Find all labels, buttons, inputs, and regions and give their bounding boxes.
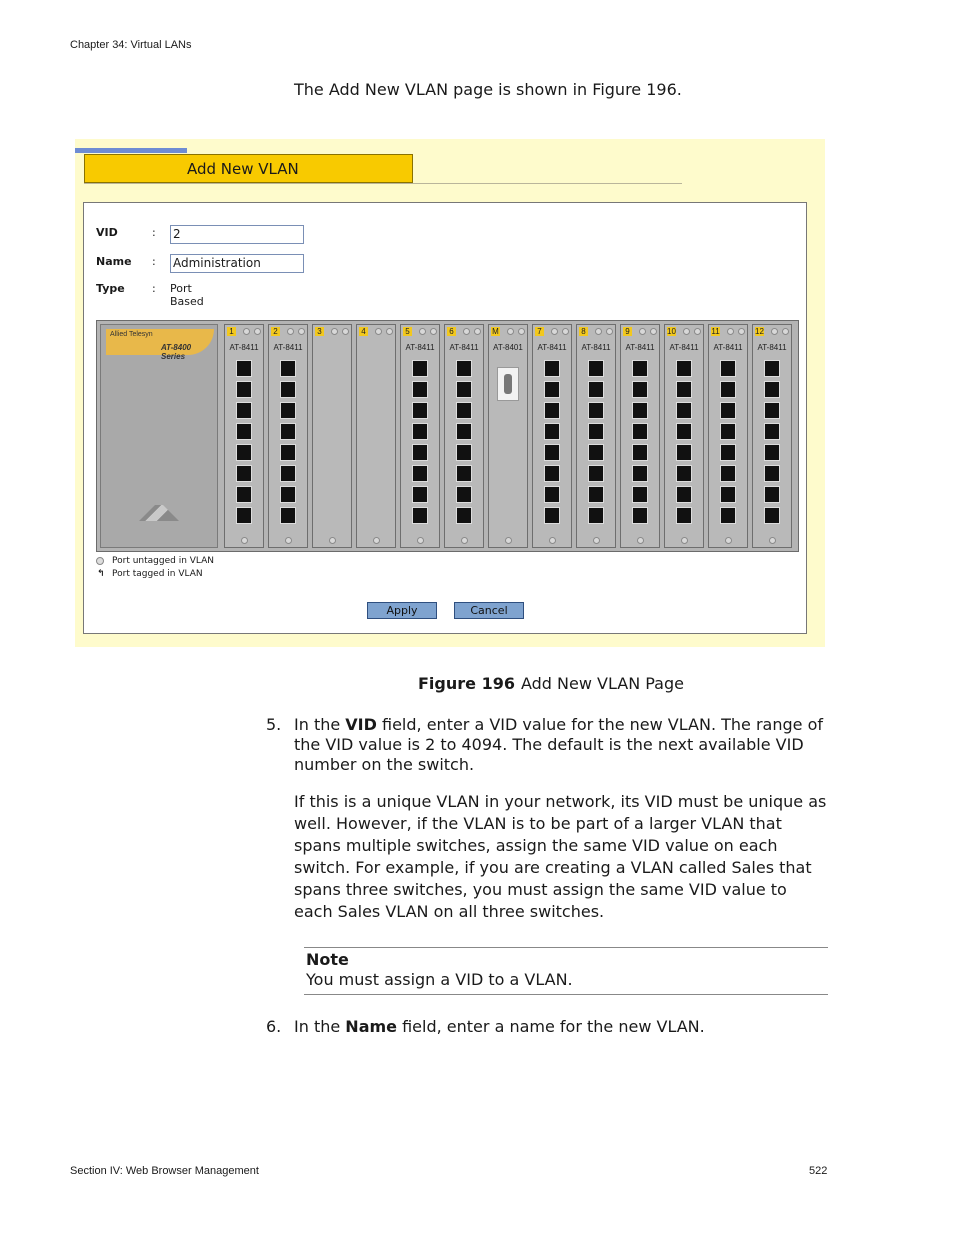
screw-icon [419,328,426,335]
screw-icon [518,328,525,335]
page-tab: Add New VLAN [84,154,413,183]
ethernet-port-icon[interactable] [720,423,736,440]
chassis-slot[interactable] [620,324,660,548]
chassis-slot[interactable] [664,324,704,548]
screw-icon [254,328,261,335]
step-bold: VID [345,715,377,734]
ethernet-port-icon[interactable] [632,486,648,503]
ethernet-port-icon[interactable] [588,402,604,419]
screw-icon [681,537,688,544]
screw-icon [329,537,336,544]
note-heading: Note [306,950,349,969]
ethernet-port-icon[interactable] [544,507,560,524]
screw-icon [386,328,393,335]
caption-label: Figure 196 [418,674,515,693]
port-column [676,360,694,528]
ethernet-port-icon[interactable] [720,381,736,398]
ethernet-port-icon[interactable] [544,381,560,398]
ethernet-port-icon[interactable] [632,444,648,461]
caption-title: Add New VLAN Page [520,674,684,693]
note-box [304,947,828,995]
ethernet-port-icon[interactable] [632,360,648,377]
chassis-slot[interactable] [356,324,396,548]
screw-icon [782,328,789,335]
type-colon: : [152,282,156,295]
name-input[interactable]: Administration [170,254,304,273]
untagged-swatch-icon [96,557,104,565]
name-label: Name [96,255,132,268]
type-value: Port Based [170,282,204,308]
ethernet-port-icon[interactable] [544,486,560,503]
port-column [280,360,298,528]
ethernet-port-icon[interactable] [544,465,560,482]
ethernet-port-icon[interactable] [632,402,648,419]
ethernet-port-icon[interactable] [676,465,692,482]
slot-model: AT-8411 [669,343,699,352]
slot-model: AT-8401 [493,343,523,352]
ethernet-port-icon[interactable] [720,486,736,503]
chassis-slot[interactable] [576,324,616,548]
port-column [412,360,430,528]
screw-icon [375,328,382,335]
note-body: You must assign a VID to a VLAN. [306,970,573,989]
screw-icon [738,328,745,335]
ethernet-port-icon[interactable] [544,360,560,377]
ethernet-port-icon[interactable] [764,486,780,503]
ethernet-port-icon[interactable] [412,360,428,377]
chassis-slot[interactable] [752,324,792,548]
slot-number: 1 [227,327,236,336]
ethernet-port-icon[interactable] [412,381,428,398]
ethernet-port-icon[interactable] [544,402,560,419]
screw-icon [474,328,481,335]
ethernet-port-icon[interactable] [236,486,252,503]
ethernet-port-icon[interactable] [412,465,428,482]
screw-icon [639,328,646,335]
ethernet-port-icon[interactable] [588,444,604,461]
screw-icon [243,328,250,335]
ethernet-port-icon[interactable] [764,423,780,440]
slot-model: AT-8411 [537,343,567,352]
footer-page-number: 522 [809,1165,828,1177]
ethernet-port-icon[interactable] [456,507,472,524]
ethernet-port-icon[interactable] [764,360,780,377]
ethernet-port-icon[interactable] [632,465,648,482]
slot-model: AT-8411 [581,343,611,352]
ethernet-port-icon[interactable] [676,486,692,503]
legend-tagged-text: Port tagged in VLAN [112,569,203,579]
port-column [588,360,606,528]
form-panel [83,202,807,634]
slot-number: 12 [755,327,764,336]
name-colon: : [152,255,156,268]
ethernet-port-icon[interactable] [764,507,780,524]
ethernet-port-icon[interactable] [720,360,736,377]
running-header: Chapter 34: Virtual LANs [70,39,192,51]
screw-icon [331,328,338,335]
ethernet-port-icon[interactable] [456,486,472,503]
ethernet-port-icon[interactable] [588,465,604,482]
ethernet-port-icon[interactable] [588,423,604,440]
slot-model: AT-8411 [273,343,303,352]
ethernet-port-icon[interactable] [764,465,780,482]
ethernet-port-icon[interactable] [720,402,736,419]
slot-number: 2 [271,327,280,336]
step-bold: Name [345,1017,398,1036]
slot-number: M [492,327,499,336]
tab-accent-bar [75,148,187,153]
slot-number: 6 [447,327,456,336]
screw-icon [593,537,600,544]
ethernet-port-icon[interactable] [588,381,604,398]
ethernet-port-icon[interactable] [720,444,736,461]
vid-colon: : [152,226,156,239]
ethernet-port-icon[interactable] [544,444,560,461]
ethernet-port-icon[interactable] [588,486,604,503]
ethernet-port-icon[interactable] [412,486,428,503]
screw-icon [769,537,776,544]
type-label: Type [96,282,125,295]
ethernet-port-icon[interactable] [412,444,428,461]
ethernet-port-icon[interactable] [676,423,692,440]
step-text [294,1017,834,1037]
allied-logo-icon [139,505,179,521]
step-text-pre: In the [294,715,346,734]
step-text [294,715,834,775]
ethernet-port-icon[interactable] [236,381,252,398]
port-column [632,360,650,528]
ethernet-port-icon[interactable] [456,360,472,377]
port-column [720,360,738,528]
ethernet-port-icon[interactable] [632,507,648,524]
slot-number: 7 [535,327,544,336]
chassis-slot[interactable] [268,324,308,548]
ethernet-port-icon[interactable] [280,465,296,482]
screw-icon [373,537,380,544]
screw-icon [285,537,292,544]
chassis-slot[interactable] [224,324,264,548]
ethernet-port-icon[interactable] [456,444,472,461]
chassis-psu [100,324,218,548]
brand-label: Allied Telesyn [106,329,214,355]
slot-number: 9 [623,327,632,336]
tab-divider [84,183,682,184]
chassis-slot[interactable] [708,324,748,548]
ethernet-port-icon[interactable] [236,423,252,440]
screw-icon [694,328,701,335]
apply-button[interactable]: Apply [367,602,437,619]
ethernet-port-icon[interactable] [720,465,736,482]
ethernet-port-icon[interactable] [676,381,692,398]
footer-section: Section IV: Web Browser Management [70,1165,259,1177]
ethernet-port-icon[interactable] [588,507,604,524]
ethernet-port-icon[interactable] [280,507,296,524]
step-number: 5. [266,715,282,734]
step-text-post: field, enter a name for the new VLAN. [397,1017,705,1036]
chassis-slot[interactable] [488,324,528,548]
ethernet-port-icon[interactable] [764,444,780,461]
slot-model: AT-8411 [713,343,743,352]
screw-icon [637,537,644,544]
port-column [544,360,562,528]
ethernet-port-icon[interactable] [764,402,780,419]
ethernet-port-icon[interactable] [764,381,780,398]
ethernet-port-icon[interactable] [236,402,252,419]
screw-icon [505,537,512,544]
chassis-slot[interactable] [532,324,572,548]
console-port-icon [497,367,519,401]
figure-screenshot [75,139,825,647]
screw-icon [551,328,558,335]
screw-icon [562,328,569,335]
ethernet-port-icon[interactable] [280,402,296,419]
step-number: 6. [266,1017,282,1036]
cancel-button[interactable]: Cancel [454,602,524,619]
ethernet-port-icon[interactable] [236,360,252,377]
ethernet-port-icon[interactable] [676,402,692,419]
chassis-model: AT-8400 Series [161,343,192,361]
ethernet-port-icon[interactable] [456,381,472,398]
screw-icon [683,328,690,335]
slot-model: AT-8411 [625,343,655,352]
slot-model: AT-8411 [757,343,787,352]
body-paragraph: If this is a unique VLAN in your network, its VID must be unique as well. However, if the VLAN is to be part of a larger VLAN that spans multiple switches, assign the same VID value on each switch. For example, if you are creating a VLAN called Sales that spans three switches, you must assign the same VID value to each Sales VLAN on all three switches. [294,792,827,921]
screw-icon [241,537,248,544]
ethernet-port-icon[interactable] [676,507,692,524]
screw-icon [461,537,468,544]
ethernet-port-icon[interactable] [280,360,296,377]
ethernet-port-icon[interactable] [280,486,296,503]
slot-model: AT-8411 [229,343,259,352]
screw-icon [507,328,514,335]
chassis-slot[interactable] [400,324,440,548]
screw-icon [595,328,602,335]
slot-model: AT-8411 [405,343,435,352]
ethernet-port-icon[interactable] [412,507,428,524]
slot-number: 11 [711,327,720,336]
intro-text: The Add New VLAN page is shown in Figure 196. [294,80,682,99]
ethernet-port-icon[interactable] [456,423,472,440]
slot-number: 8 [579,327,588,336]
ethernet-port-icon[interactable] [676,360,692,377]
ethernet-port-icon[interactable] [236,444,252,461]
screw-icon [287,328,294,335]
screw-icon [771,328,778,335]
ethernet-port-icon[interactable] [632,381,648,398]
ethernet-port-icon[interactable] [412,402,428,419]
screw-icon [417,537,424,544]
slot-model: AT-8411 [449,343,479,352]
slot-number: 4 [359,327,368,336]
screw-icon [549,537,556,544]
ethernet-port-icon[interactable] [236,507,252,524]
ethernet-port-icon[interactable] [236,465,252,482]
ethernet-port-icon[interactable] [588,360,604,377]
step-text-pre: In the [294,1017,346,1036]
slot-number: 5 [403,327,412,336]
ethernet-port-icon[interactable] [412,423,428,440]
legend-untagged-text: Port untagged in VLAN [112,556,215,566]
screw-icon [463,328,470,335]
screw-icon [298,328,305,335]
slot-number: 3 [315,327,324,336]
figure-caption [418,674,684,693]
ethernet-port-icon[interactable] [280,381,296,398]
screw-icon [430,328,437,335]
chassis-slot[interactable] [444,324,484,548]
chassis-slot[interactable] [312,324,352,548]
screw-icon [650,328,657,335]
ethernet-port-icon[interactable] [676,444,692,461]
vid-label: VID [96,226,118,239]
screw-icon [727,328,734,335]
vid-input[interactable]: 2 [170,225,304,244]
ethernet-port-icon[interactable] [456,402,472,419]
switch-chassis [96,320,799,552]
screw-icon [342,328,349,335]
ethernet-port-icon[interactable] [632,423,648,440]
ethernet-port-icon[interactable] [720,507,736,524]
step-text-post: field, enter a VID value for the new VLAN. The range of the VID value is 2 to 4094. The default is the next available VID number on the switch. [294,715,823,774]
port-column [764,360,782,528]
screw-icon [606,328,613,335]
tagged-glyph-icon: ↰ [97,569,105,579]
port-column [236,360,254,528]
ethernet-port-icon[interactable] [280,423,296,440]
slot-number: 10 [667,327,676,336]
port-column [456,360,474,528]
ethernet-port-icon[interactable] [456,465,472,482]
screw-icon [725,537,732,544]
ethernet-port-icon[interactable] [544,423,560,440]
ethernet-port-icon[interactable] [280,444,296,461]
